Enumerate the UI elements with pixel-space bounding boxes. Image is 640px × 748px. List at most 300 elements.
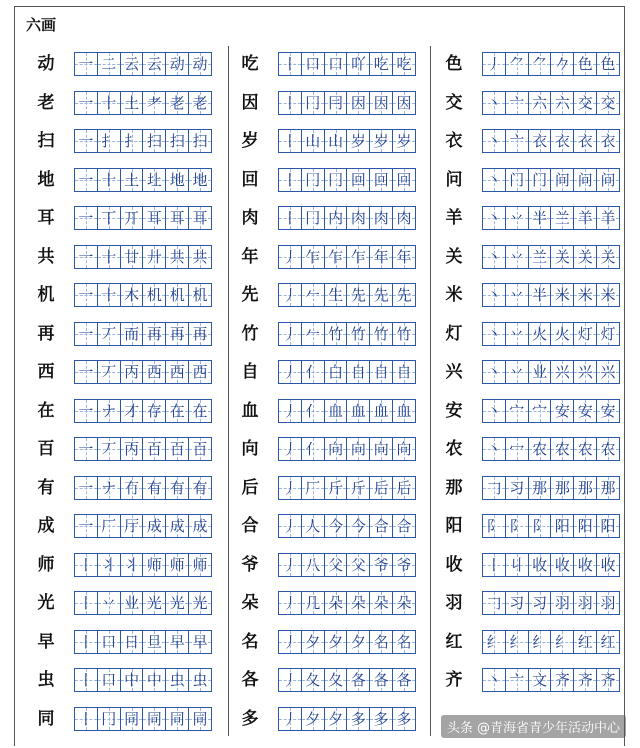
stroke-step-cell [166,92,189,114]
stroke-step-glyph: 老 [192,93,208,112]
stroke-step-glyph: 丩 [509,555,525,574]
stroke-step-cell [166,631,189,653]
stroke-order-grid [74,168,212,192]
character-label: 早 [37,631,55,652]
stroke-step-glyph: 衣 [532,132,548,150]
stroke-order-grid [278,553,416,577]
character-label: 红 [445,631,463,652]
stroke-step-glyph: 丨 [78,632,94,651]
stroke-step-glyph: 向 [373,440,389,458]
stroke-step-cell [551,592,574,614]
character-label: 关 [445,246,463,267]
stroke-order-grid [482,283,620,307]
stroke-step-glyph: 𠂉 [305,286,321,304]
stroke-step-cell [574,361,597,383]
stroke-step-cell [279,246,302,268]
stroke-step-glyph: 衣 [554,132,570,150]
stroke-step-glyph: 交 [600,93,616,112]
stroke-step-glyph: 朵 [396,594,412,612]
stroke-step-cell [98,169,121,191]
stroke-step-cell [166,130,189,152]
stroke-step-glyph: 一 [78,132,94,150]
stroke-step-glyph: 吃 [396,55,412,73]
stroke-step-glyph: 亠 [509,132,525,150]
stroke-step-glyph: 朵 [350,594,366,612]
stroke-step-cell [347,631,370,653]
stroke-step-cell [347,207,370,229]
stroke-step-cell [121,631,144,653]
stroke-step-cell [574,207,597,229]
stroke-step-cell [551,92,574,114]
stroke-step-cell [189,92,211,114]
stroke-step-glyph: 那 [554,478,570,497]
stroke-step-cell [551,400,574,422]
stroke-step-cell [370,669,393,691]
stroke-step-cell [121,592,144,614]
stroke-step-glyph: 机 [169,286,185,304]
stroke-order-grid [74,514,212,538]
stroke-step-glyph: 山 [305,132,321,150]
stroke-step-cell [279,592,302,614]
stroke-step-cell [370,323,393,345]
stroke-step-glyph: 名 [396,632,412,651]
stroke-step-glyph: 因 [373,93,389,112]
stroke-order-grid [74,399,212,423]
stroke-order-grid [278,168,416,192]
stroke-step-cell [189,708,211,730]
stroke-step-glyph: 先 [396,286,412,304]
stroke-step-glyph: 冂 [305,170,321,189]
stroke-step-cell [551,323,574,345]
stroke-order-grid [278,91,416,115]
character-label: 齐 [445,670,463,690]
stroke-step-glyph: 冂 [328,170,344,189]
stroke-step-cell [597,284,619,306]
stroke-step-cell [143,361,166,383]
stroke-step-cell [143,284,166,306]
character-label: 吃 [241,54,259,74]
stroke-step-glyph: 在 [192,401,208,420]
stroke-step-glyph: 门 [532,170,548,189]
stroke-step-glyph: 竹 [396,324,412,343]
stroke-step-glyph: 纟 [509,632,525,651]
stroke-step-cell [325,323,348,345]
stroke-step-cell [166,169,189,191]
stroke-step-cell [325,554,348,576]
stroke-step-cell [302,515,325,537]
stroke-step-glyph: 各 [350,671,366,689]
stroke-step-glyph: 斤 [328,478,344,497]
stroke-step-cell [302,207,325,229]
character-label: 因 [241,92,259,113]
character-label: 百 [37,439,55,459]
stroke-step-glyph: 问 [554,170,570,189]
stroke-step-cell [189,400,211,422]
stroke-step-glyph: 岁 [373,132,389,150]
stroke-step-cell [597,554,619,576]
stroke-step-glyph: 亻 [305,401,321,420]
stroke-step-cell [574,515,597,537]
character-label: 朵 [241,593,259,613]
stroke-step-cell [506,323,529,345]
stroke-step-cell [279,207,302,229]
stroke-step-cell [189,53,211,75]
stroke-order-grid [482,553,620,577]
character-label: 共 [37,246,55,267]
stroke-step-cell [574,169,597,191]
stroke-step-glyph: 一 [78,93,94,112]
stroke-step-glyph: 六 [554,93,570,112]
stroke-step-glyph: 扫 [192,132,208,150]
stroke-step-cell [506,207,529,229]
character-label: 那 [445,477,463,498]
stroke-step-glyph: 因 [396,93,412,112]
stroke-step-cell [279,284,302,306]
character-label: 西 [37,362,55,382]
character-label: 交 [445,92,463,113]
character-label: 机 [37,285,55,305]
stroke-step-glyph: 冂 [305,93,321,112]
stroke-step-glyph: 冃 [328,93,344,112]
stroke-step-glyph: 丶 [486,170,502,189]
stroke-step-cell [75,361,98,383]
stroke-step-cell [574,400,597,422]
stroke-step-glyph: ナ [101,401,117,420]
stroke-step-cell [121,130,144,152]
stroke-step-cell [143,669,166,691]
stroke-step-glyph: 夕 [305,709,321,728]
stroke-step-glyph: 阝 [486,517,502,535]
stroke-step-cell [189,631,211,653]
stroke-step-glyph: 𠃌 [486,594,502,612]
stroke-step-glyph: 丶 [486,93,502,112]
stroke-step-cell [325,515,348,537]
stroke-step-glyph: 后 [396,478,412,497]
stroke-step-cell [166,53,189,75]
stroke-step-glyph: 师 [169,555,185,574]
stroke-step-glyph: 有 [146,478,162,497]
stroke-step-cell [325,246,348,268]
stroke-step-glyph: 夕 [350,632,366,651]
stroke-step-cell [75,477,98,499]
stroke-step-glyph: 丨 [282,209,298,227]
stroke-step-cell [98,554,121,576]
stroke-step-glyph: 年 [396,247,412,266]
stroke-step-glyph: 回 [396,170,412,189]
stroke-step-cell [325,92,348,114]
stroke-step-glyph: 丿 [282,671,298,689]
stroke-step-cell [302,554,325,576]
stroke-step-glyph: 乍 [305,247,321,266]
stroke-step-cell [121,207,144,229]
stroke-step-cell [483,246,506,268]
stroke-step-glyph: 扌 [101,132,117,150]
character-label: 合 [241,516,259,536]
stroke-step-cell [98,323,121,345]
stroke-step-cell [574,554,597,576]
stroke-step-cell [506,284,529,306]
stroke-step-glyph: 朵 [373,594,389,612]
stroke-step-cell [483,669,506,691]
stroke-step-cell [370,400,393,422]
stroke-step-cell [279,477,302,499]
stroke-step-cell [483,361,506,383]
stroke-step-glyph: 云 [124,55,140,73]
stroke-step-cell [393,92,415,114]
stroke-step-glyph: 百 [146,440,162,458]
stroke-step-glyph: 血 [373,401,389,420]
stroke-step-cell [98,438,121,460]
stroke-step-cell [370,361,393,383]
stroke-step-glyph: 自 [373,363,389,381]
stroke-order-grid [278,707,416,731]
stroke-step-cell [574,284,597,306]
stroke-step-glyph: 半 [532,209,548,227]
stroke-order-grid [482,206,620,230]
stroke-step-cell [483,477,506,499]
stroke-step-glyph: 机 [146,286,162,304]
stroke-order-grid [74,360,212,384]
stroke-step-cell [98,130,121,152]
stroke-step-cell [597,477,619,499]
stroke-step-glyph: 丿 [282,401,298,420]
stroke-step-cell [121,246,144,268]
stroke-step-glyph: 吖 [350,55,366,73]
stroke-step-glyph: 𠂊 [554,55,570,73]
character-label: 岁 [241,131,259,151]
stroke-step-glyph: 乍 [350,247,366,266]
stroke-order-grid [482,52,620,76]
stroke-step-glyph: 肉 [350,209,366,227]
stroke-step-cell [370,592,393,614]
stroke-step-glyph: 六 [532,93,548,112]
stroke-step-cell [483,284,506,306]
stroke-step-cell [166,400,189,422]
stroke-step-cell [597,631,619,653]
stroke-step-cell [574,669,597,691]
stroke-step-glyph: 丶 [486,363,502,381]
stroke-step-cell [529,323,552,345]
stroke-step-glyph: 丶 [486,671,502,689]
stroke-step-cell [121,361,144,383]
stroke-step-cell [121,284,144,306]
stroke-step-glyph: 百 [192,440,208,458]
character-label: 成 [37,516,55,536]
stroke-step-cell [166,592,189,614]
stroke-step-glyph: 羽 [600,594,616,612]
stroke-step-cell [551,554,574,576]
stroke-step-cell [325,631,348,653]
character-label: 色 [445,54,463,74]
stroke-step-glyph: 冂 [101,709,117,728]
stroke-step-cell [121,515,144,537]
stroke-step-cell [506,669,529,691]
stroke-step-glyph: ⺈ [509,55,525,73]
stroke-step-cell [370,631,393,653]
stroke-step-glyph: 先 [373,286,389,304]
stroke-step-cell [143,246,166,268]
stroke-step-cell [302,361,325,383]
stroke-step-glyph: 农 [600,440,616,458]
character-label: 光 [37,593,55,613]
stroke-order-grid [278,206,416,230]
stroke-step-glyph: 扫 [146,132,162,150]
stroke-step-cell [597,438,619,460]
stroke-step-cell [189,130,211,152]
stroke-step-cell [279,53,302,75]
stroke-step-glyph: 同 [146,709,162,728]
stroke-step-cell [574,631,597,653]
stroke-order-grid [74,322,212,346]
stroke-step-glyph: 向 [328,440,344,458]
stroke-step-glyph: 机 [192,286,208,304]
stroke-step-cell [75,631,98,653]
stroke-step-glyph: 门 [509,170,525,189]
stroke-step-cell [98,669,121,691]
stroke-step-cell [302,477,325,499]
stroke-step-glyph: 丙 [124,440,140,458]
character-label: 名 [241,631,259,652]
stroke-step-glyph: 农 [577,440,593,458]
stroke-step-cell [121,438,144,460]
stroke-step-cell [279,515,302,537]
stroke-step-glyph: 𠃌 [486,478,502,497]
stroke-step-cell [393,246,415,268]
stroke-step-cell [189,669,211,691]
stroke-order-grid [482,630,620,654]
stroke-step-cell [325,477,348,499]
stroke-step-glyph: 血 [328,401,344,420]
stroke-step-glyph: 木 [124,286,140,304]
stroke-step-cell [302,92,325,114]
column-divider-2 [430,46,431,736]
stroke-step-cell [597,207,619,229]
stroke-step-glyph: 色 [577,55,593,73]
stroke-step-cell [393,515,415,537]
stroke-step-cell [393,438,415,460]
stroke-step-cell [98,246,121,268]
stroke-step-cell [529,669,552,691]
stroke-step-glyph: 纟 [532,632,548,651]
stroke-step-cell [597,323,619,345]
stroke-step-glyph: 丿 [282,594,298,612]
stroke-step-cell [393,53,415,75]
stroke-step-cell [529,92,552,114]
stroke-step-glyph: 动 [169,55,185,73]
character-label: 羽 [445,593,463,613]
stroke-step-glyph: 爷 [396,555,412,574]
stroke-step-cell [597,92,619,114]
stroke-step-glyph: 丆 [101,324,117,343]
stroke-step-glyph: 交 [577,93,593,112]
stroke-step-cell [166,554,189,576]
stroke-step-glyph: 收 [554,555,570,574]
stroke-order-grid [278,283,416,307]
stroke-step-glyph: 丶 [486,440,502,458]
stroke-step-cell [574,477,597,499]
stroke-order-grid [278,630,416,654]
stroke-step-glyph: 十 [101,247,117,266]
character-label: 安 [445,400,463,421]
stroke-step-cell [98,284,121,306]
stroke-step-glyph: 十 [101,286,117,304]
stroke-step-glyph: 父 [350,555,366,574]
stroke-order-grid [482,91,620,115]
stroke-step-cell [98,708,121,730]
stroke-step-glyph: 中 [124,671,140,689]
stroke-step-cell [370,169,393,191]
stroke-step-cell [551,515,574,537]
stroke-step-glyph: 丷 [509,363,525,381]
stroke-step-cell [75,284,98,306]
stroke-step-cell [143,438,166,460]
stroke-order-grid [482,476,620,500]
stroke-step-glyph: 夕 [305,632,321,651]
stroke-step-cell [393,554,415,576]
stroke-step-cell [279,92,302,114]
stroke-step-glyph: 存 [146,401,162,420]
stroke-step-cell [75,669,98,691]
section-title: 六画 [26,16,57,34]
stroke-step-glyph: 白 [328,363,344,381]
stroke-step-glyph: 多 [373,709,389,728]
character-label: 再 [37,323,55,344]
stroke-step-glyph: 丬 [101,555,117,574]
stroke-step-cell [370,92,393,114]
stroke-step-glyph: 业 [532,363,548,381]
stroke-step-glyph: 日 [124,632,140,651]
stroke-step-glyph: 西 [192,363,208,381]
stroke-step-glyph: 丆 [101,363,117,381]
stroke-step-glyph: 关 [577,247,593,266]
stroke-step-cell [347,130,370,152]
stroke-step-glyph: 地 [192,170,208,189]
character-label: 阳 [445,516,463,536]
column-divider-1 [228,46,229,736]
stroke-step-glyph: 今 [328,517,344,535]
character-label: 农 [445,439,463,459]
stroke-step-cell [393,284,415,306]
stroke-step-glyph: 吃 [373,55,389,73]
stroke-step-glyph: 有 [169,478,185,497]
stroke-step-cell [347,477,370,499]
stroke-step-cell [506,515,529,537]
stroke-step-glyph: 火 [532,324,548,343]
stroke-step-cell [506,246,529,268]
stroke-step-glyph: 丿 [282,440,298,458]
stroke-step-cell [551,361,574,383]
stroke-step-cell [189,169,211,191]
stroke-order-grid [74,668,212,692]
stroke-step-glyph: 耂 [146,93,162,112]
stroke-step-cell [393,631,415,653]
stroke-step-glyph: 农 [554,440,570,458]
character-label: 羊 [445,208,463,228]
stroke-step-cell [325,207,348,229]
stroke-order-grid [74,52,212,76]
stroke-step-cell [325,400,348,422]
stroke-step-cell [121,169,144,191]
stroke-step-cell [121,53,144,75]
stroke-step-cell [347,246,370,268]
stroke-step-cell [325,592,348,614]
stroke-step-cell [325,284,348,306]
stroke-step-cell [529,361,552,383]
stroke-order-grid [278,514,416,538]
stroke-step-cell [370,554,393,576]
stroke-step-glyph: 丨 [282,55,298,73]
stroke-order-grid [74,206,212,230]
